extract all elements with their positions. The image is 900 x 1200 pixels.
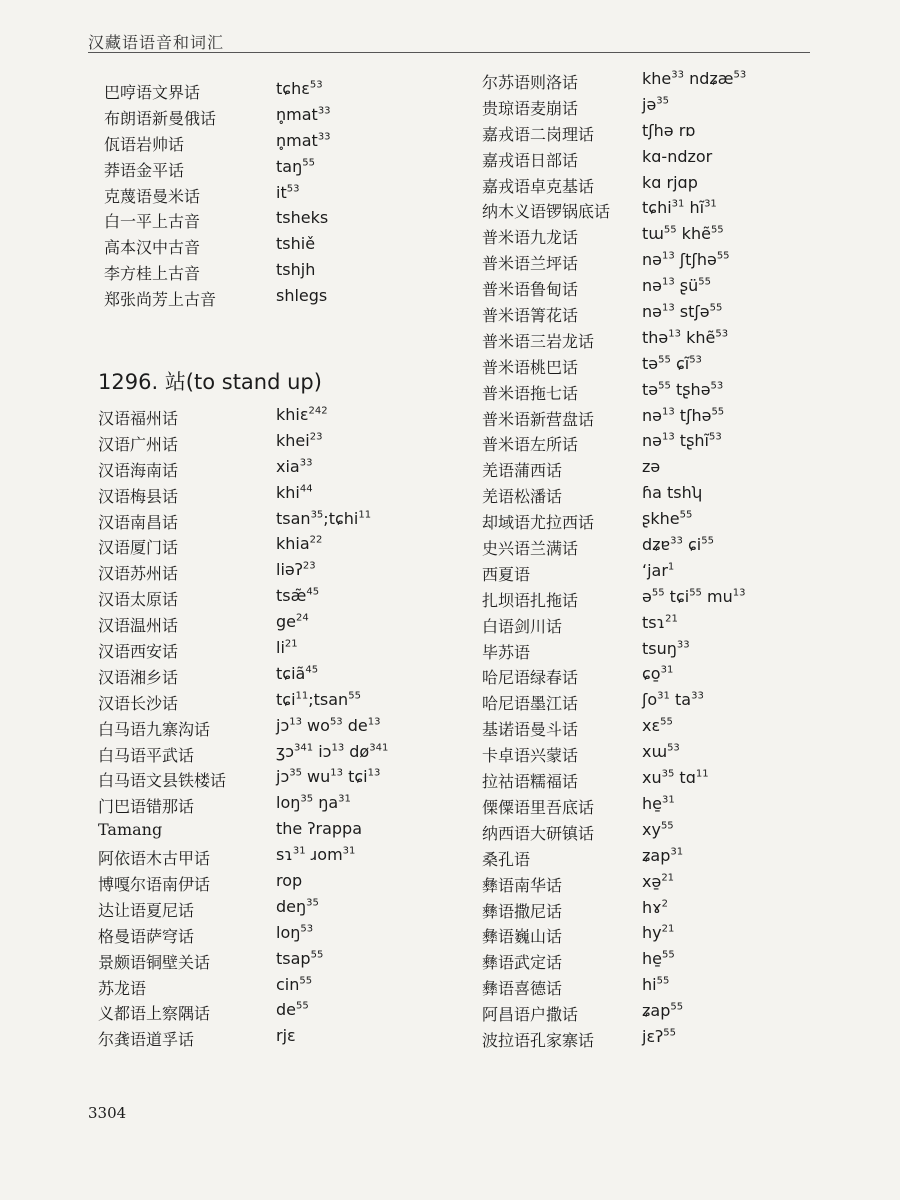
phonetic-form: khei$^{23}$ bbox=[276, 430, 323, 450]
phonetic-form: n̥mat$^{33}$ bbox=[276, 130, 331, 150]
phonetic-form: loŋ$^{35}$ $ŋa^{31}$ bbox=[276, 793, 351, 813]
language-name: 嘉戎语二岗理话 bbox=[482, 124, 595, 144]
language-name: 普米语九龙话 bbox=[482, 228, 579, 248]
language-name: 白马语平武话 bbox=[98, 745, 195, 765]
phonetic-form: $hy^{21}$ bbox=[642, 923, 675, 943]
phonetic-form: nə$^{13}$ tʃhə$^{55}$ bbox=[642, 405, 725, 425]
language-name: 彝语撒尼话 bbox=[482, 901, 563, 921]
language-name: 哈尼语墨江话 bbox=[482, 694, 579, 714]
language-name: 汉语西安话 bbox=[98, 642, 179, 662]
language-name: 却域语尤拉西话 bbox=[482, 513, 595, 533]
phonetic-form: xia$^{33}$ bbox=[276, 456, 313, 476]
language-name: 西夏语 bbox=[482, 564, 531, 584]
language-name: 羌语蒲西话 bbox=[482, 461, 563, 481]
entry-title bbox=[98, 366, 322, 396]
phonetic-form: khia$^{22}$ bbox=[276, 534, 323, 554]
phonetic-form: rop bbox=[276, 871, 303, 891]
language-name: 汉语海南话 bbox=[98, 460, 179, 480]
language-name: 彝语喜德话 bbox=[482, 979, 563, 999]
phonetic-form: jɛʔ$^{55}$ bbox=[642, 1026, 676, 1046]
running-header: 汉藏语语音和词汇 bbox=[88, 33, 225, 52]
phonetic-form: $de^{55}$ bbox=[276, 1000, 309, 1020]
language-name: 普米语桃巴话 bbox=[482, 357, 579, 377]
phonetic-form: $li^{21}$ bbox=[276, 638, 298, 658]
phonetic-form: $ge^{24}$ bbox=[276, 612, 309, 632]
language-name: 拉祜语糯福话 bbox=[482, 772, 579, 792]
phonetic-form: tsæ̃$^{45}$ bbox=[276, 586, 320, 606]
language-name: 白语剑川话 bbox=[482, 616, 563, 636]
language-name: 高本汉中古音 bbox=[104, 238, 201, 258]
phonetic-form: dʑɐ$^{33}$ ɕi$^{55}$ bbox=[642, 535, 714, 555]
language-name: 彝语武定话 bbox=[482, 953, 563, 973]
entry-number: 1296. bbox=[98, 370, 159, 394]
language-name: 门巴语错那话 bbox=[98, 797, 195, 817]
language-name: 羌语松潘话 bbox=[482, 487, 563, 507]
phonetic-form: $it^{53}$ bbox=[276, 182, 300, 202]
language-name: 李方桂上古音 bbox=[104, 264, 201, 284]
language-name: 哈尼语绿春话 bbox=[482, 668, 579, 688]
phonetic-form: $hi^{55}$ bbox=[642, 975, 670, 995]
phonetic-form: tɕhi$^{31}$ $hĩ^{31}$ bbox=[642, 198, 717, 218]
phonetic-form: xə̱$^{21}$ bbox=[642, 871, 675, 891]
phonetic-form: ɦa tshʮ bbox=[642, 483, 703, 503]
phonetic-form: $xy^{55}$ bbox=[642, 819, 674, 839]
phonetic-form: ʂkhe$^{55}$ bbox=[642, 509, 693, 529]
language-name: 白马语文县铁楼话 bbox=[98, 771, 227, 791]
phonetic-form: rjɛ bbox=[276, 1026, 296, 1046]
language-name: 基诺语曼斗话 bbox=[482, 720, 579, 740]
language-name: 毕苏语 bbox=[482, 642, 531, 662]
language-name: 普米语左所话 bbox=[482, 435, 579, 455]
language-name: 傈僳语里吾底话 bbox=[482, 797, 595, 817]
phonetic-form: liəʔ$^{23}$ bbox=[276, 560, 316, 580]
phonetic-form: nə$^{13}$ ʂü$^{55}$ bbox=[642, 276, 712, 296]
language-name: 郑张尚芳上古音 bbox=[104, 290, 217, 310]
language-name: 普米语新营盘话 bbox=[482, 409, 595, 429]
phonetic-form: he̱$^{55}$ bbox=[642, 949, 675, 969]
language-name: 汉语太原话 bbox=[98, 590, 179, 610]
phonetic-form: xɛ$^{55}$ bbox=[642, 716, 673, 736]
phonetic-form: ʑap$^{55}$ bbox=[642, 1001, 684, 1021]
language-name: 莽语金平话 bbox=[104, 160, 185, 180]
language-name: 尔龚语道孚话 bbox=[98, 1030, 195, 1050]
language-name: 彝语巍山话 bbox=[482, 927, 563, 947]
language-name: 汉语湘乡话 bbox=[98, 667, 179, 687]
phonetic-form: khiɛ$^{242}$ bbox=[276, 405, 328, 424]
phonetic-form: n̥mat$^{33}$ bbox=[276, 104, 331, 124]
language-name: 汉语温州话 bbox=[98, 616, 179, 636]
language-name: 纳木义语锣锅底话 bbox=[482, 202, 611, 222]
phonetic-form: tʃhə rɒ bbox=[642, 120, 696, 140]
language-name: 普米语鲁甸话 bbox=[482, 280, 579, 300]
phonetic-form: nə$^{13}$ stʃə$^{55}$ bbox=[642, 302, 723, 322]
language-name: 博嘎尔语南伊话 bbox=[98, 875, 211, 895]
language-name: 汉语苏州话 bbox=[98, 564, 179, 584]
phonetic-form: kɑ-ndzor bbox=[642, 146, 713, 166]
phonetic-form: jɔ$^{13}$ $wo^{53}$ $de^{13}$ bbox=[276, 715, 381, 735]
language-name: 桑孔语 bbox=[482, 849, 531, 869]
phonetic-form: tɯ$^{55}$ khẽ$^{55}$ bbox=[642, 224, 724, 244]
language-name: 彝语南华话 bbox=[482, 875, 563, 895]
language-name: 白马语九寨沟话 bbox=[98, 719, 211, 739]
phonetic-form: taŋ$^{55}$ bbox=[276, 156, 315, 176]
language-name: 格曼语萨穹话 bbox=[98, 926, 195, 946]
phonetic-form: ʒɔ$^{341}$ iɔ$^{13}$ $dø^{341}$ bbox=[276, 741, 389, 761]
language-name: 佤语岩帅话 bbox=[104, 134, 185, 154]
phonetic-form: shlegs bbox=[276, 286, 328, 306]
page-number: 3304 bbox=[88, 1104, 127, 1122]
language-name: 扎坝语扎拖话 bbox=[482, 590, 579, 610]
phonetic-form: tshiě bbox=[276, 234, 316, 254]
language-name: 嘉戎语卓克基话 bbox=[482, 176, 595, 196]
language-name: 波拉语孔家寨话 bbox=[482, 1030, 595, 1050]
language-name: 卡卓语兴蒙话 bbox=[482, 746, 579, 766]
language-name: 苏龙语 bbox=[98, 978, 147, 998]
language-name: 尔苏语则洛话 bbox=[482, 73, 579, 92]
language-name: 克蔑语曼米话 bbox=[104, 186, 201, 206]
phonetic-form: ʑap$^{31}$ bbox=[642, 845, 684, 865]
phonetic-form: jɔ$^{35}$ $wu^{13}$ tɕi$^{13}$ bbox=[276, 767, 381, 787]
phonetic-form: tə$^{55}$ tʂhə$^{53}$ bbox=[642, 379, 724, 399]
header-rule bbox=[88, 52, 810, 53]
phonetic-form: $xu^{35}$ tɑ$^{11}$ bbox=[642, 768, 709, 788]
language-name: Tamang bbox=[98, 820, 163, 840]
language-name: 贵琼语麦崩话 bbox=[482, 98, 579, 118]
phonetic-form: loŋ$^{53}$ bbox=[276, 922, 314, 942]
language-name: 阿依语木古甲话 bbox=[98, 849, 211, 869]
phonetic-form: tɕi$^{11}$;tsan$^{55}$ bbox=[276, 689, 361, 709]
phonetic-form: tsɿ$^{21}$ bbox=[642, 612, 678, 632]
entry-word: 站(to stand up) bbox=[164, 370, 322, 394]
phonetic-form: tsan$^{35}$;tɕhi$^{11}$ bbox=[276, 508, 372, 528]
phonetic-form: tsuŋ$^{33}$ bbox=[642, 638, 690, 658]
language-name: 汉语福州话 bbox=[98, 409, 179, 428]
language-name: 汉语南昌话 bbox=[98, 512, 179, 532]
phonetic-form: the ʔrappa bbox=[276, 819, 363, 839]
phonetic-form: ʃo$^{31}$ $ta^{33}$ bbox=[642, 690, 704, 710]
phonetic-form: ɕo̱$^{31}$ bbox=[642, 664, 674, 684]
phonetic-form: tshjh bbox=[276, 260, 316, 280]
phonetic-form: he̱$^{31}$ bbox=[642, 793, 675, 813]
language-name: 史兴语兰满话 bbox=[482, 539, 579, 559]
phonetic-form: deŋ$^{35}$ bbox=[276, 896, 319, 916]
language-name: 纳西语大研镇话 bbox=[482, 823, 595, 843]
phonetic-form: cin$^{55}$ bbox=[276, 974, 313, 994]
language-name: 景颇语铜壁关话 bbox=[98, 952, 211, 972]
phonetic-form: ʻjar$^1$ bbox=[642, 560, 675, 580]
language-name: 布朗语新曼俄话 bbox=[104, 108, 217, 128]
phonetic-form: tsap$^{55}$ bbox=[276, 948, 324, 968]
phonetic-form: nə$^{13}$ tʂhĩ$^{53}$ bbox=[642, 431, 722, 451]
language-name: 普米语拖七话 bbox=[482, 383, 579, 403]
language-name: 汉语梅县话 bbox=[98, 486, 179, 506]
language-name: 嘉戎语日部话 bbox=[482, 150, 579, 170]
language-name: 汉语厦门话 bbox=[98, 538, 179, 558]
phonetic-form: thə$^{13}$ khẽ$^{53}$ bbox=[642, 327, 729, 347]
phonetic-form: zə bbox=[642, 457, 661, 477]
phonetic-form: tsheks bbox=[276, 208, 329, 228]
phonetic-form: jə$^{35}$ bbox=[642, 94, 670, 114]
phonetic-form: tə$^{55}$ ɕĩ$^{53}$ bbox=[642, 353, 702, 373]
phonetic-form: khi$^{44}$ bbox=[276, 482, 313, 502]
phonetic-form: xɯ$^{53}$ bbox=[642, 742, 680, 762]
phonetic-form: kɑ rjɑp bbox=[642, 172, 698, 192]
language-name: 阿昌语户撒话 bbox=[482, 1005, 579, 1025]
language-name: 普米语箐花话 bbox=[482, 306, 579, 326]
phonetic-form: tɕiã$^{45}$ bbox=[276, 663, 319, 683]
phonetic-form: hɤ$^2$ bbox=[642, 897, 669, 917]
phonetic-form: ə$^{55}$ tɕi$^{55}$ $mu^{13}$ bbox=[642, 586, 746, 606]
phonetic-form: nə$^{13}$ ʃtʃhə$^{55}$ bbox=[642, 250, 730, 270]
language-name: 白一平上古音 bbox=[104, 212, 201, 232]
language-name: 巴哼语文界话 bbox=[104, 83, 201, 102]
language-name: 普米语兰坪话 bbox=[482, 254, 579, 274]
phonetic-form: tɕhɛ$^{53}$ bbox=[276, 79, 323, 98]
language-name: 汉语广州话 bbox=[98, 434, 179, 454]
phonetic-form: sɿ$^{31}$ ɹom$^{31}$ bbox=[276, 845, 356, 865]
phonetic-form: khe$^{33}$ ndʑæ$^{53}$ bbox=[642, 69, 747, 88]
language-name: 达让语夏尼话 bbox=[98, 900, 195, 920]
language-name: 普米语三岩龙话 bbox=[482, 331, 595, 351]
language-name: 义都语上察隅话 bbox=[98, 1004, 211, 1024]
language-name: 汉语长沙话 bbox=[98, 693, 179, 713]
